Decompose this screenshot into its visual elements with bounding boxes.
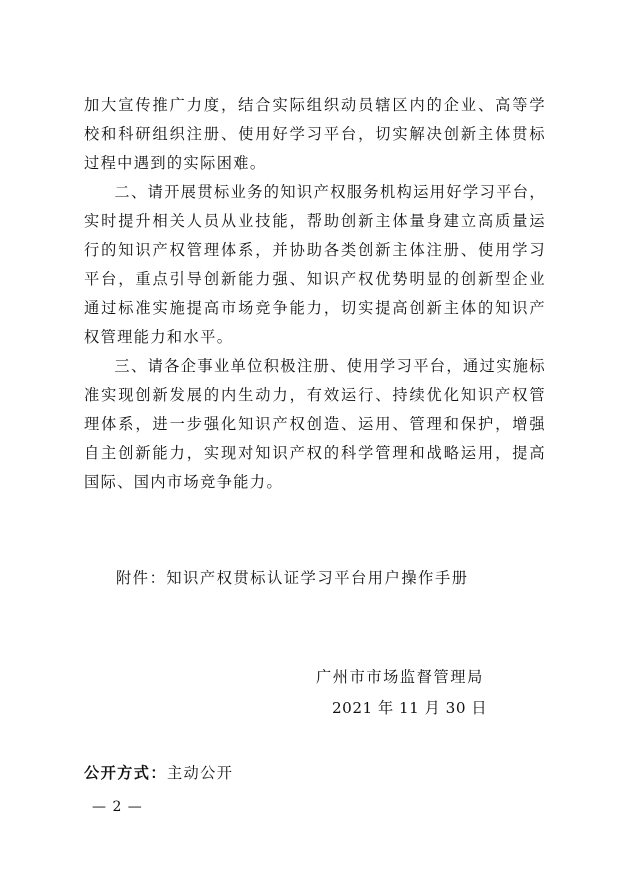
document-body: [84, 91, 546, 497]
disclosure-value: 主动公开: [166, 764, 234, 782]
disclosure-label: 公开方式：: [84, 764, 167, 782]
paragraph-continuation: 加大宣传推广力度，结合实际组织动员辖区内的企业、高等学校和科研组织注册、使用好学习平台，切实解决创新主体贯标过程中遇到的实际困难。: [84, 96, 546, 172]
paragraph-service-agencies: 二、请开展贯标业务的知识产权服务机构运用好学习平台，实时提升相关人员从业技能，帮助创新主体量身建立高质量运行的知识产权管理体系，并协助各类创新主体注册、使用学习平台，重点引导创新能力强、知识产权优势明显的创新型企业通过标准实施提高市场竞争能力，切实提高创新主体的知识产权管理能力和水平。: [84, 183, 546, 346]
issue-date: 2021 年 11 月 30 日: [332, 699, 488, 717]
issuer-name: 广州市市场监督管理局: [316, 668, 484, 686]
paragraph-enterprises: 三、请各企事业单位积极注册、使用学习平台，通过实施标准实现创新发展的内生动力，有效运行、持续优化知识产权管理体系，进一步强化知识产权创造、运用、管理和保护，增强自主创新能力，实现对知识产权的科学管理和战略运用，提高国际、国内市场竞争能力。: [84, 357, 546, 491]
attachment-line: 附件：知识产权贯标认证学习平台用户操作手册: [116, 569, 469, 587]
page-number: — 2 —: [92, 799, 143, 815]
disclosure-line: [84, 759, 233, 788]
